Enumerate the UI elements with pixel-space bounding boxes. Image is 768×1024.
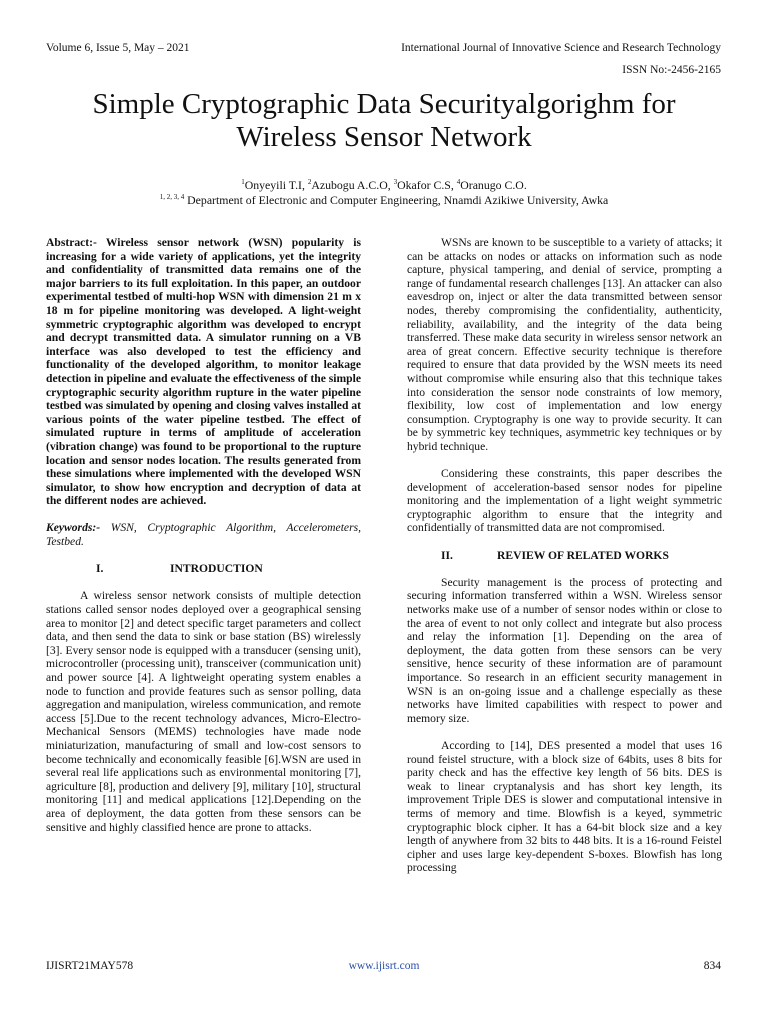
paper-title (40, 88, 728, 154)
author-3-sup: 3 (393, 178, 398, 186)
header-volume: Volume 6, Issue 5, May – 2021 (46, 42, 190, 54)
affiliation-text: Department of Electronic and Computer Engineering, Nnamdi Azikiwe University, Awka (184, 193, 609, 207)
keywords-label: Keywords:- (46, 521, 101, 535)
author-4-sup: 4 (456, 178, 461, 186)
section-2-number: II. (441, 548, 453, 562)
header-journal: International Journal of Innovative Science and Research Technology (401, 42, 721, 54)
left-column (46, 236, 361, 834)
abstract: Abstract:- Wireless sensor network (WSN) popularity is increasing for a wide variety of applications, yet the integrity and confidentiality of transmitted data remains one of the major barriers to its full exploitation. In this paper, an outdoor experimental testbed of multi-hop WSN with dimension 21 m x 18 m for pipeline monitoring was developed. A light-weight symmetric cryptographic algorithm was developed to encrypt and decrypt transmitted data. A simulator running on a VB interface was also developed to test the efficiency and functionality of the developed algorithm, to monitor leakage detection in pipeline and evaluate the effectiveness of the simple cryptographic security algorithm rupture in the water pipeline testbed was simulated by opening and closing valves installed at various points of the water pipeline testbed. The effect of simulated rupture in terms of amplitude of acceleration (vibration change) was found to be proportional to the rupture location and sensor nodes location. The results generated from these simulations where implemented with the developed WSN simulator, to show how encryption and decryption of data at the different nodes are achieved. (46, 236, 361, 508)
paragraph-des-blowfish: According to [14], DES presented a model that uses 16 round feistel structure, with a block size of 64bits, uses 8 bits for parity check and has the effective key length of 56 bits. DES is weak to linear cryptanalysis and has short key length, its improvement Triple DES is slower and computational intensive in terms of memory and time. Blowfish is a keyed, symmetric cryptographic block cipher. It has a 64-bit block size and a key length of anywhere from 32 bits to 448 bits. It is a 16-round Feistel cipher and uses large key-dependent S-boxes. Blowfish has long processing (407, 738, 722, 875)
author-1: Onyeyili T.I, (244, 178, 308, 192)
affiliation (40, 193, 728, 208)
page-number: 834 (703, 960, 721, 972)
section-1-title: INTRODUCTION (170, 562, 263, 576)
section-1-number: I. (96, 562, 104, 576)
keywords (46, 521, 361, 548)
author-2-sup: 2 (307, 178, 312, 186)
footer-website-link[interactable]: www.ijisrt.com (348, 960, 420, 972)
author-2: Azubogu A.C.O, (311, 178, 394, 192)
paragraph-attacks: WSNs are known to be susceptible to a variety of attacks; it can be attacks on nodes or attacks on information such as node capture, physical tampering, and denial of service, prompting a range of fundamental research challenges [13]. An attacker can also eavesdrop on, inject or alter the data transmitted between sensor nodes, thereby compromising the confidentiality, authenticity, reliability, availability, and the integrity of the data being transferred. These make data security in wireless sensor network an area of great concern. Effective security technique is therefore required to ensure that data provided by the WSN meets its need without compromise while ensuring also that this technique takes into consideration the sensor node constraints of low memory, flexibility, low cost of implementation and low energy consumption. Cryptography is one way to provide security. It can be by symmetric key techniques, asymmetric key techniques or by hybrid technique. (407, 236, 722, 453)
section-heading-related-works (407, 549, 722, 563)
affiliation-sup: 1, 2, 3, 4 (159, 193, 185, 201)
keywords-text: WSN, Cryptographic Algorithm, Accelerometers, Testbed. (46, 521, 361, 549)
title-line-2: Wireless Sensor Network (236, 121, 532, 153)
author-3: Okafor C.S, (397, 178, 457, 192)
author-list (40, 178, 728, 193)
intro-paragraph: A wireless sensor network consists of multiple detection stations called sensor nodes deployed over a geographical sensing area to monitor [2] and detect specific target parameters and collect data, and then send the data to sink or base station (BS) wirelessly [3]. Every sensor node is equipped with a transducer (sensing unit), microcontroller (processing unit), transceiver (communication unit) and power source [4]. A lightweight operating system enables a node to function and provide features such as sensor polling, data aggregation and manipulation, wireless communication, and remote access [5].Due to the recent technology advances, Micro-Electro-Mechanical Sensors (MEMS) technologies have made node miniaturization, manufacturing of small and low-cost sensors to become technically and economically feasible [6].WSN are used in several real life applications such as environmental monitoring [7], agriculture [8], production and delivery [9], military [10], structural monitoring [11] and medical applications [12].Depending on the area of deployment, the data gotten from these sensors can be sensitive and highly classified hence are prone to attacks. (46, 589, 361, 834)
author-4: Oranugo C.O. (460, 178, 527, 192)
author-1-sup: 1 (241, 178, 245, 186)
title-line-1: Simple Cryptographic Data Securityalgorighm for (92, 88, 676, 120)
section-heading-introduction (46, 562, 361, 576)
paragraph-security-management: Security management is the process of protecting and securing information transferred within a WSN. Wireless sensor networks make use of a number of sensor nodes within or close to the area of event to not only collect and integrate but also process and relay the information [1]. Depending on the area of deployment, the data gotten from these sensors can be very sensitive, hence security of these information are of paramount importance. So research in an efficient security management in WSN is an on-going issue and a challenge especially as these networks have limited capabilities with respect to power and memory size. (407, 575, 722, 725)
footer-id: IJISRT21MAY578 (46, 960, 134, 972)
right-column (407, 236, 722, 875)
paragraph-constraints: Considering these constraints, this paper describes the development of acceleration-based sensor nodes for pipeline monitoring and the implementation of a light weight symmetric cryptographic algorithm to ensure that the integrity and confidentially of transmitted data are not compromised. (407, 467, 722, 535)
header-issn: ISSN No:-2456-2165 (622, 64, 721, 76)
section-2-title: REVIEW OF RELATED WORKS (497, 548, 669, 562)
